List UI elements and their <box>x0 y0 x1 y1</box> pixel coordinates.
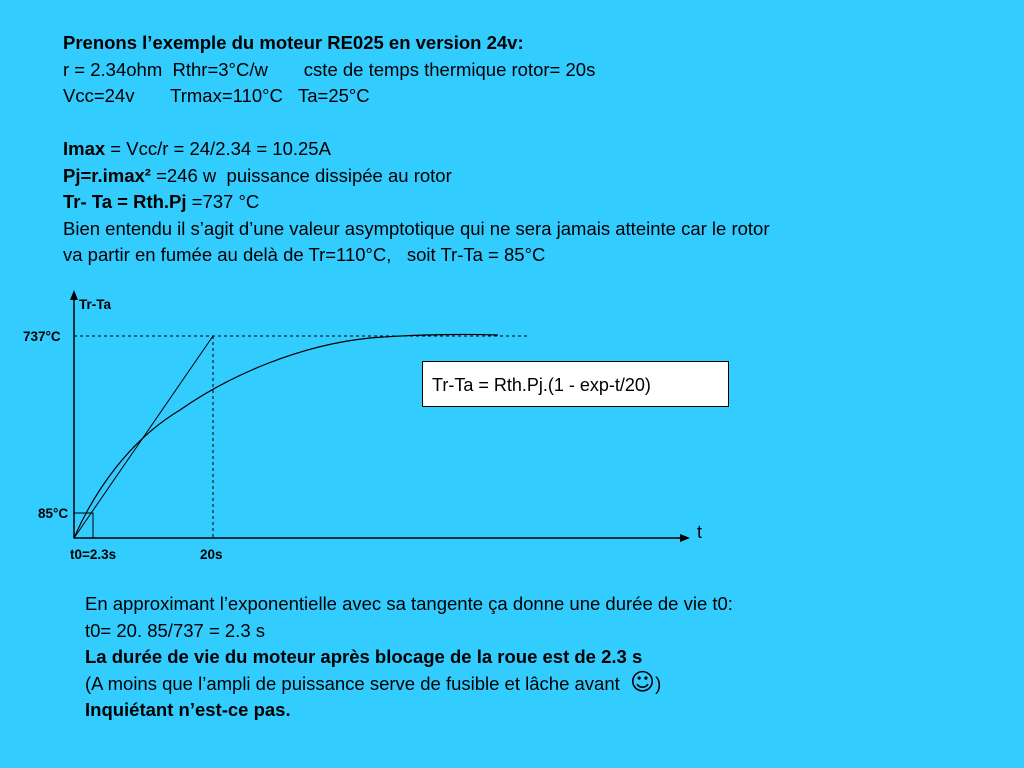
formula-text: Tr-Ta = Rth.Pj.(1 - exp-t/20) <box>432 375 651 395</box>
x-tick-t0: t0=2.3s <box>70 547 117 562</box>
intro-line-voltages: Vcc=24v Trmax=110°C Ta=25°C <box>63 85 370 106</box>
x-tick-tau: 20s <box>200 547 223 562</box>
conclusion-line-1: En approximant l’exponentielle avec sa tangente ça donne une durée de vie t0: <box>85 593 733 614</box>
conclusion-block <box>85 591 733 724</box>
y-axis-label: Tr-Ta <box>79 297 112 312</box>
imax-label: Imax <box>63 138 106 159</box>
trta-value: =737 °C <box>186 191 260 212</box>
formula-box <box>422 361 729 407</box>
conclusion-line-4 <box>85 667 733 698</box>
x-axis-arrow <box>680 534 690 542</box>
pj-value: =246 w puissance dissipée au rotor <box>150 164 452 186</box>
conclusion-line-4-end: ) <box>655 672 662 694</box>
conclusion-line-4-text: (A moins que l’ampli de puissance serve de fusible et lâche avant <box>85 672 631 694</box>
remark-line-2: va partir en fumée au delà de Tr=110°C, soit Tr-Ta = 85°C <box>63 244 546 265</box>
y-axis-arrow <box>70 290 78 300</box>
x-axis-label: t <box>697 522 703 542</box>
pj-label: Pj=r.imax² <box>63 164 151 186</box>
imax-value: = Vcc/r = 24/2.34 = 10.25A <box>105 138 331 159</box>
intro-line-params: r = 2.34ohm Rthr=3°C/w cste de temps thermique rotor= 20s <box>63 58 596 80</box>
y-tick-low: 85°C <box>38 506 69 521</box>
conclusion-line-3: La durée de vie du moteur après blocage de la roue est de 2.3 s <box>85 646 643 667</box>
trta-label: Tr- Ta = Rth.Pj <box>63 191 187 212</box>
y-tick-high: 737°C <box>23 329 61 344</box>
intro-title: Prenons l’exemple du moteur RE025 en version 24v: <box>63 32 524 53</box>
remark-line-1: Bien entendu il s’agit d’une valeur asymptotique qui ne sera jamais atteinte car le rotor <box>63 217 770 239</box>
smiley-icon: ☺ <box>630 667 656 696</box>
conclusion-line-2: t0= 20. 85/737 = 2.3 s <box>85 619 266 641</box>
conclusion-line-5: Inquiétant n’est-ce pas. <box>85 699 291 720</box>
